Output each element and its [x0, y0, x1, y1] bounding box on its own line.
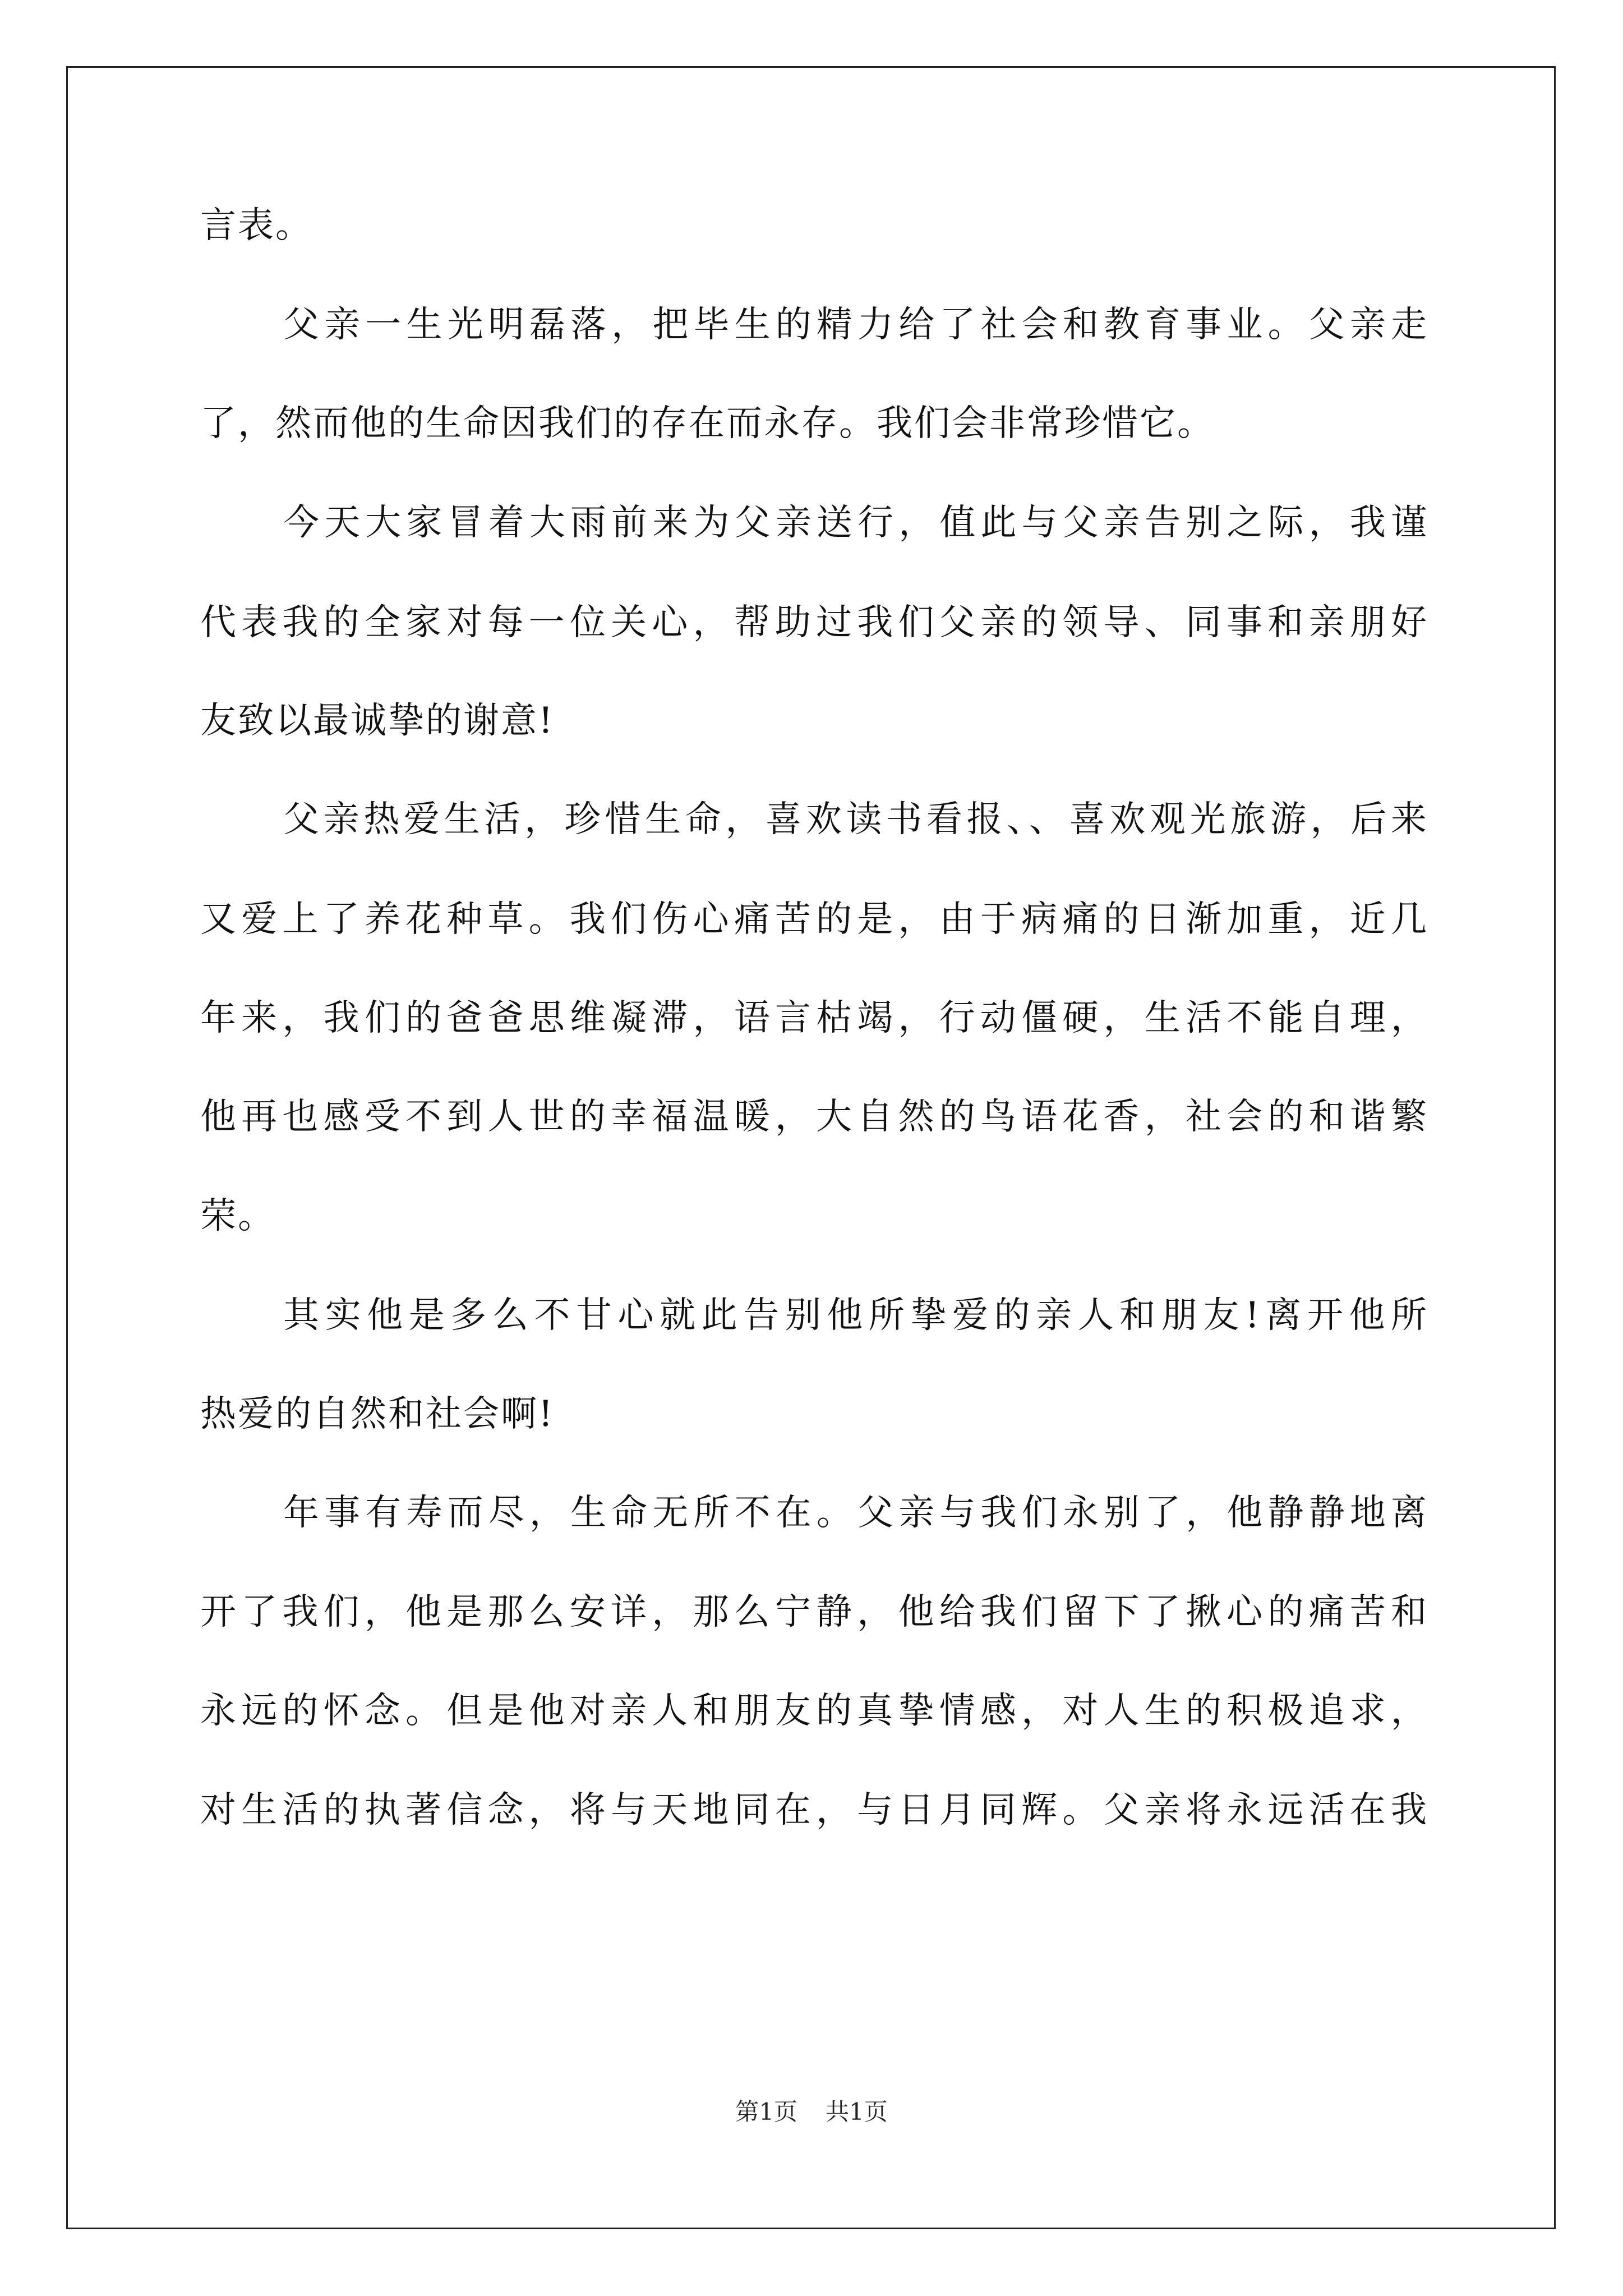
text-line: 对生活的执著信念，将与天地同在，与日月同辉。父亲将永远活在我: [200, 1789, 1428, 1831]
text-line: 热爱的自然和社会啊!: [200, 1393, 555, 1435]
text-line: 言表。: [200, 205, 313, 246]
text-line: 代表我的全家对每一位关心，帮助过我们父亲的领导、同事和亲朋好: [200, 602, 1428, 643]
text-line: 今天大家冒着大雨前来为父亲送行，值此与父亲告别之际，我谨: [283, 502, 1428, 544]
text-line: 其实他是多么不甘心就此告别他所挚爱的亲人和朋友!离开他所: [283, 1295, 1428, 1336]
text-line: 了，然而他的生命因我们的存在而永存。我们会非常珍惜它。: [200, 403, 1215, 444]
text-line: 又爱上了养花种草。我们伤心痛苦的是，由于病痛的日渐加重，近几: [200, 899, 1428, 940]
page-total: 共1页: [826, 2098, 888, 2125]
text-line: 年事有寿而尽，生命无所不在。父亲与我们永别了，他静静地离: [283, 1492, 1428, 1534]
text-line: 年来，我们的爸爸思维凝滞，语言枯竭，行动僵硬，生活不能自理，: [200, 997, 1428, 1039]
text-line: 开了我们，他是那么安详，那么宁静，他给我们留下了揪心的痛苦和: [200, 1591, 1428, 1633]
text-line: 永远的怀念。但是他对亲人和朋友的真挚情感，对人生的积极追求，: [200, 1690, 1428, 1732]
text-line: 他再也感受不到人世的幸福温暖，大自然的鸟语花香，社会的和谐繁: [200, 1096, 1428, 1138]
text-line: 荣。: [200, 1195, 275, 1237]
page-number: 第1页: [735, 2098, 797, 2125]
page-border: [66, 66, 1556, 2229]
text-line: 父亲热爱生活，珍惜生命，喜欢读书看报、、喜欢观光旅游，后来: [283, 799, 1428, 840]
text-line: 友致以最诚挚的谢意!: [200, 700, 555, 742]
page-footer: [0, 2095, 1623, 2129]
text-line: 父亲一生光明磊落，把毕生的精力给了社会和教育事业。父亲走: [283, 304, 1428, 346]
